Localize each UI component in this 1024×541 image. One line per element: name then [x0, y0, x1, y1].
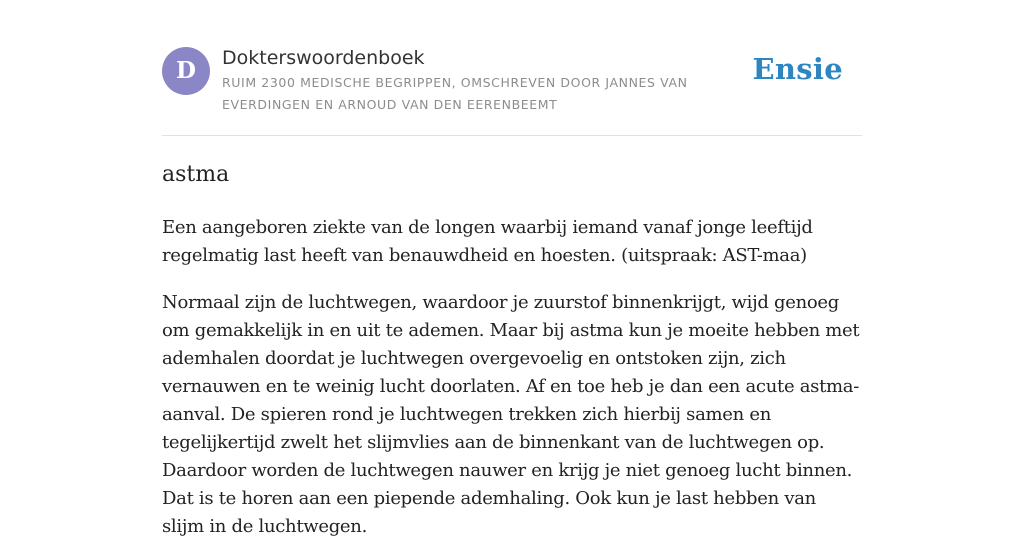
entry-explanation: Normaal zijn de luchtwegen, waardoor je zuurstof binnenkrijgt, wijd genoeg om gemakkelijk in en uit te ademen. Maar bij astma kun je moeite hebben met ademhalen doordat je luchtwegen overgevoelig en ontstoken zijn, zich vernauwen en te weinig lucht doorlaten. Af en toe heb je dan een acute astma-aanval. De spieren rond je luchtwegen trekken zich hierbij samen en tegelijkertijd zwelt het slijmvlies aan de binnenkant van de luchtwegen op. Daardoor worden de luchtwegen nauwer en krijg je niet genoeg lucht binnen. Dat is te horen aan een piepende ademhaling. Ook kun je last hebben van slijm in de luchtwegen.: [162, 292, 860, 537]
dictionary-title[interactable]: Dokterswoordenboek: [222, 47, 425, 69]
entry-content: [162, 160, 862, 541]
dictionary-subtitle: RUIM 2300 MEDISCHE BEGRIPPEN, OMSCHREVEN DOOR JANNES VAN EVERDINGEN EN ARNOUD VAN DEN EERENBEEMT: [222, 75, 688, 112]
ensie-logo-link[interactable]: Ensie: [752, 52, 843, 86]
dictionary-avatar[interactable]: D: [162, 47, 210, 95]
entry-term: astma: [162, 162, 230, 187]
dictionary-header: [162, 44, 862, 136]
entry-definition: Een aangeboren ziekte van de longen waarbij iemand vanaf jonge leeftijd regelmatig last heeft van benauwdheid en hoesten. (uitspraak: AST-maa): [162, 217, 813, 266]
